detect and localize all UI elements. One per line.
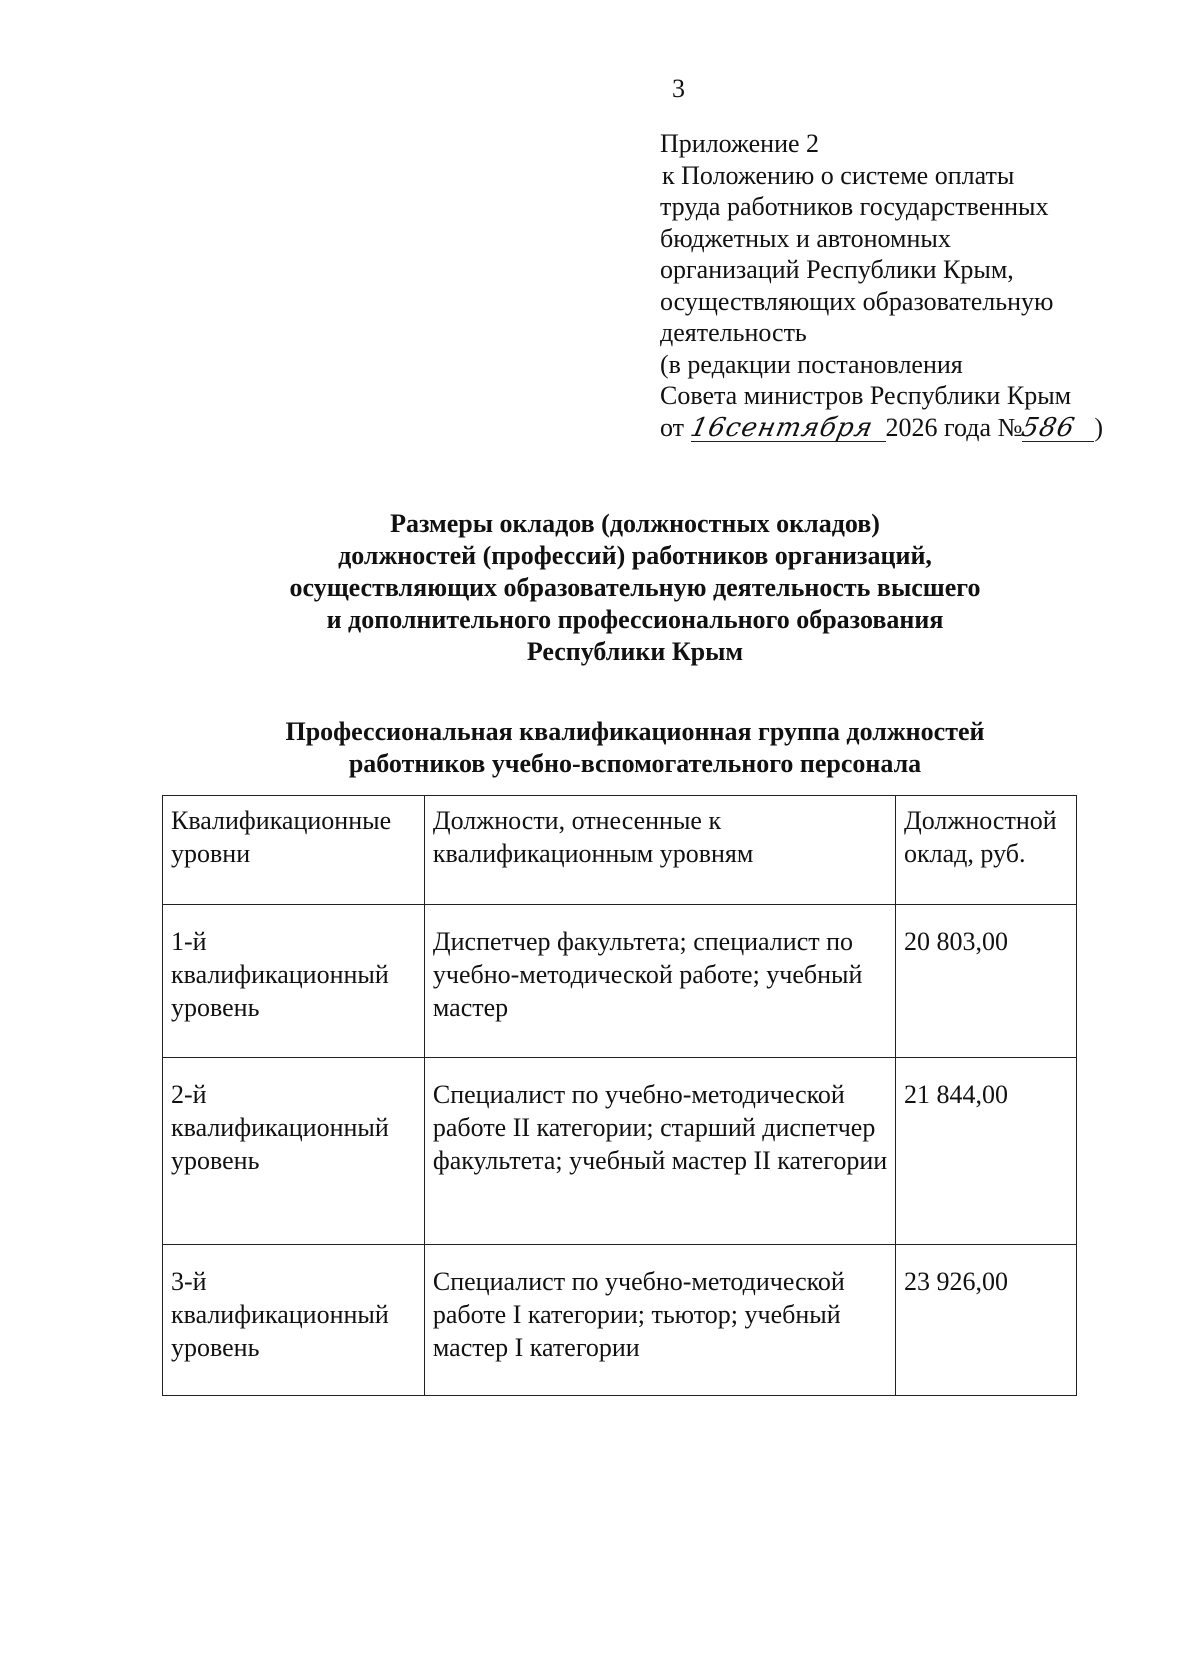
title-line: и дополнительного профессионального образования [326,605,944,634]
group-title [100,716,1170,780]
level-cell: 2-й квалификационный уровень [163,1058,425,1245]
handwritten-number: 586 [1022,415,1094,442]
salary-cell: 23 926,00 [896,1245,1077,1396]
positions-cell: Специалист по учебно-методической работе II категории; старший диспетчер факультета; учебный мастер II категории [424,1058,895,1245]
appendix-date-line [660,412,1140,444]
table-row [163,905,1077,1058]
appendix-block [660,128,1140,443]
group-title-line: работников учебно-вспомогательного персонала [348,749,922,778]
appendix-line: организаций Республики Крым, [660,255,1014,284]
title-line: Республики Крым [526,637,744,666]
appendix-line: осуществляющих образовательную [660,286,1054,316]
appendix-line: труда работников государственных [660,192,1049,221]
appendix-line: Совета министров Республики Крым [660,381,1072,410]
salary-table [162,795,1077,1396]
appendix-line: к Положению о системе оплаты [662,160,1015,190]
page-number: 3 [672,74,685,103]
header-salary: Должностной оклад, руб. [896,796,1077,905]
level-cell: 1-й квалификационный уровень [163,905,425,1058]
appendix-line: Приложение 2 [660,129,820,158]
title-line: должностей (профессий) работников организаций, [338,541,932,570]
date-suffix: 2026 года № [885,412,1023,442]
positions-cell: Диспетчер факультета; специалист по учебно-методической работе; учебный мастер [424,905,895,1058]
appendix-line: бюджетных и автономных [660,223,951,253]
document-title [100,508,1170,668]
appendix-line: деятельность [660,318,807,347]
salary-cell: 20 803,00 [896,905,1077,1058]
table-header-row [163,796,1077,905]
header-positions: Должности, отнесенные к квалификационным уровням [424,796,895,905]
handwritten-date: 16сентября [691,415,886,442]
date-prefix: от [660,412,685,442]
appendix-line: (в редакции постановления [660,349,963,379]
table-row [163,1245,1077,1396]
title-line: Размеры окладов (должностных окладов) [390,509,880,538]
closing-paren: ) [1094,412,1104,442]
level-cell: 3-й квалификационный уровень [163,1245,425,1396]
title-line: осуществляющих образовательную деятельность высшего [289,573,981,602]
positions-cell: Специалист по учебно-методической работе I категории; тьютор; учебный мастер I категории [424,1245,895,1396]
salary-cell: 21 844,00 [896,1058,1077,1245]
header-levels: Квалификационные уровни [163,796,425,905]
table-row [163,1058,1077,1245]
group-title-line: Профессиональная квалификационная группа должностей [285,717,985,746]
